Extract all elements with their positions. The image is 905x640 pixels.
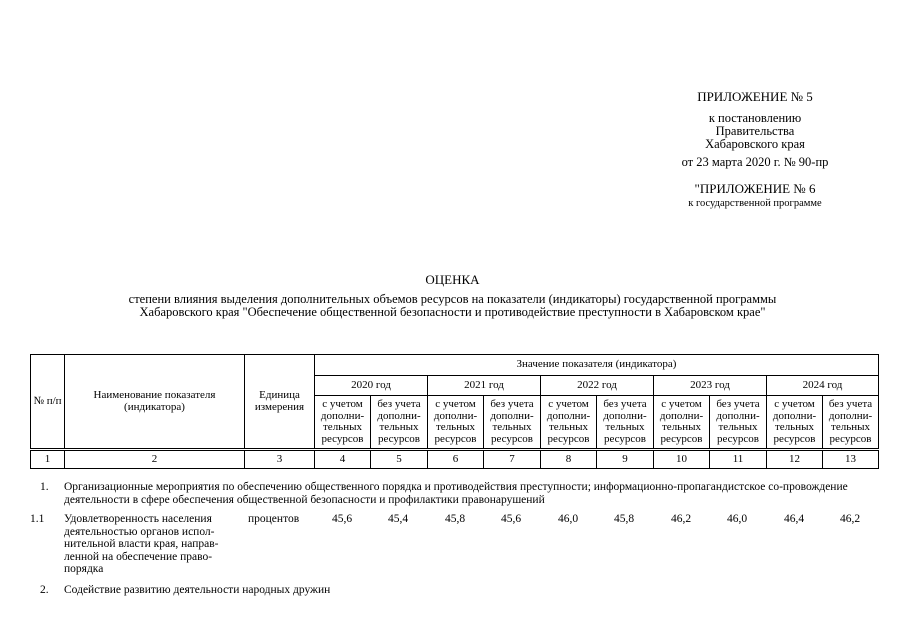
section-title: Организационные мероприятия по обеспечению общественного порядка и противодействия преступности; информационно-пропагандистское со-провождение деятельности в сфере обеспечения общественной безопасности и профилактики правонарушений [64,481,848,506]
column-number: 1 [31,450,65,469]
indicator-value: 45,8 [613,513,635,525]
appendix-line-4: Хабаровского края [705,137,805,151]
column-number: 3 [245,450,315,469]
indicator-value: 45,4 [387,513,409,525]
document-subtitle-line-1: степени влияния выделения дополнительных объемов ресурсов на показатели (индикаторы) государственной программы [128,292,777,306]
header-with-resources: с учетом дополни-тельных ресурсов [428,396,484,450]
header-with-resources: с учетом дополни-тельных ресурсов [541,396,597,450]
indicator-number: 1.1 [30,513,45,525]
header-without-resources: без учета дополни-тельных ресурсов [484,396,541,450]
indicator-value: 46,2 [670,513,692,525]
indicator-value: 45,6 [500,513,522,525]
appendix-6-reference: к государственной программе [688,198,822,209]
header-without-resources: без учета дополни-тельных ресурсов [597,396,654,450]
column-number: 6 [428,450,484,469]
indicator-name: Удовлетворенность населения деятельностью органов испол-нительной власти края, направ-ленной на обеспечение право-порядка [64,513,219,575]
column-number: 8 [541,450,597,469]
section-title: Содействие развитию деятельности народных дружин [64,584,331,596]
indicator-value: 46,0 [726,513,748,525]
indicators-table-header [30,354,879,469]
document-title: ОЦЕНКА [425,272,480,287]
document-subtitle-line-2: Хабаровского края "Обеспечение общественной безопасности и противодействие преступности в Хабаровском крае" [139,305,766,319]
indicator-unit: процентов [248,513,300,525]
header-indicator-value: Значение показателя (индикатора) [315,355,879,376]
column-number: 11 [710,450,767,469]
indicator-value: 45,6 [331,513,353,525]
column-number: 5 [371,450,428,469]
header-without-resources: без учета дополни-тельных ресурсов [371,396,428,450]
header-with-resources: с учетом дополни-тельных ресурсов [767,396,823,450]
appendix-line-3: Правительства [715,124,795,138]
header-unit: Единица измерения [245,355,315,450]
appendix-decree-date: от 23 марта 2020 г. № 90-пр [681,155,829,169]
section-number: 2. [40,584,49,596]
column-number: 7 [484,450,541,469]
header-without-resources: без учета дополни-тельных ресурсов [710,396,767,450]
header-indicator-name: Наименование показателя (индикатора) [65,355,245,450]
header-with-resources: с учетом дополни-тельных ресурсов [654,396,710,450]
header-without-resources: без учета дополни-тельных ресурсов [823,396,879,450]
indicator-value: 46,0 [557,513,579,525]
appendix-line-2: к постановлению [708,111,802,125]
indicator-value: 46,4 [783,513,805,525]
appendix-title: ПРИЛОЖЕНИЕ № 5 [697,89,813,104]
document-subtitle [40,293,865,319]
header-year: 2024 год [767,376,879,396]
indicator-value: 46,2 [839,513,861,525]
header-year: 2021 год [428,376,541,396]
header-year: 2022 год [541,376,654,396]
header-year: 2023 год [654,376,767,396]
indicator-value: 45,8 [444,513,466,525]
column-number: 13 [823,450,879,469]
header-with-resources: с учетом дополни-тельных ресурсов [315,396,371,450]
column-number: 10 [654,450,710,469]
column-number: 4 [315,450,371,469]
section-number: 1. [40,481,49,493]
header-year: 2020 год [315,376,428,396]
column-number: 9 [597,450,654,469]
appendix-6-title: "ПРИЛОЖЕНИЕ № 6 [694,181,816,196]
column-number: 12 [767,450,823,469]
appendix-reference [630,112,880,151]
column-number: 2 [65,450,245,469]
header-number: № п/п [31,355,65,450]
